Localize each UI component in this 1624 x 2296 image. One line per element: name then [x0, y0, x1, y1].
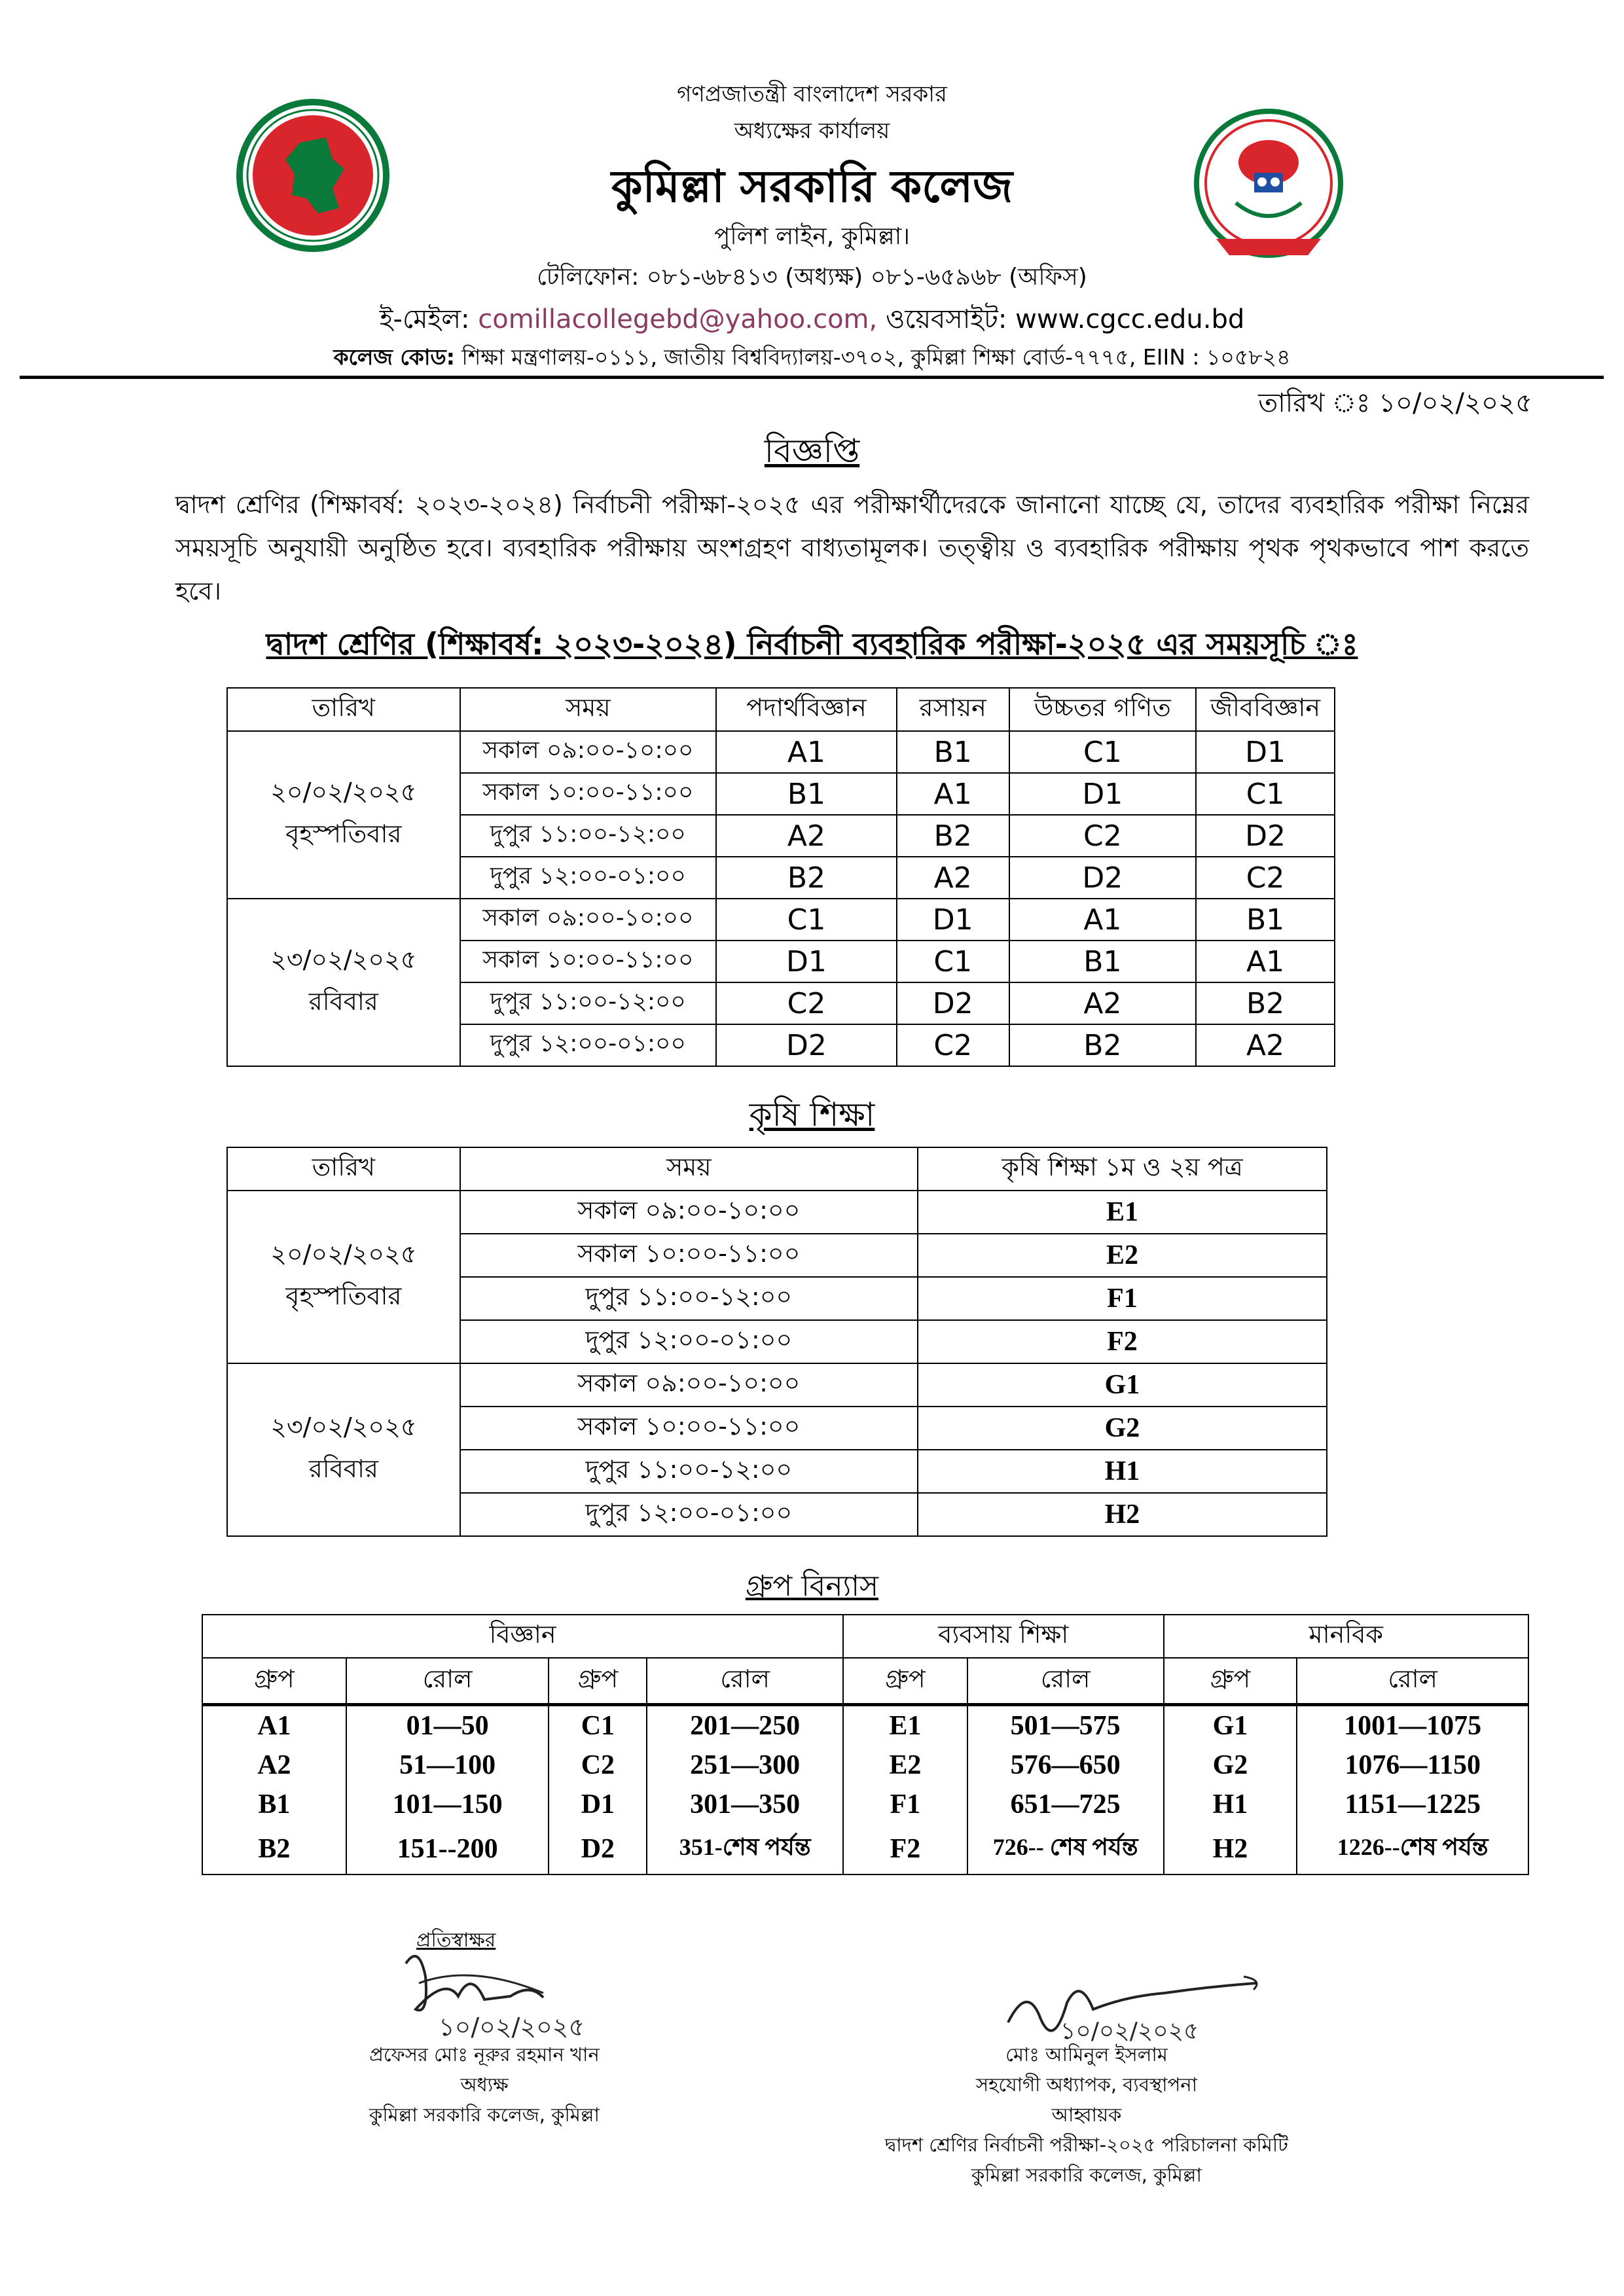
group-cell: D1 — [1009, 773, 1196, 815]
time-cell: দুপুর ১২:০০-০১:০০ — [460, 1024, 717, 1066]
signatory-role: আহ্বায়ক — [1051, 2104, 1122, 2126]
group-cell: A2 — [202, 1746, 346, 1785]
column-header: উচ্চতর গণিত — [1009, 688, 1196, 731]
time-cell: সকাল ০৯:০০-১০:০০ — [460, 899, 717, 941]
signatory-name: মোঃ আমিনুল ইসলাম — [1005, 2043, 1168, 2066]
signatory-institution: কুমিল্লা সরকারি কলেজ, কুমিল্লা — [971, 2164, 1202, 2186]
group-cell: E2 — [843, 1746, 967, 1785]
roll-cell: 151--200 — [346, 1824, 549, 1874]
group-cell: A2 — [1196, 1024, 1335, 1066]
group-cell: B1 — [716, 773, 897, 815]
table-row — [202, 1785, 1528, 1824]
group-cell: A1 — [1196, 941, 1335, 982]
group-cell: D2 — [549, 1824, 647, 1874]
time-cell: সকাল ০৯:০০-১০:০০ — [460, 1363, 918, 1407]
office-name: অধ্যক্ষের কার্যালয় — [734, 118, 890, 144]
column-header: রোল — [647, 1658, 843, 1705]
column-header: রোল — [967, 1658, 1164, 1705]
table-row — [227, 899, 1335, 941]
principal-signature-block — [314, 2039, 655, 2130]
group-cell: B2 — [202, 1824, 346, 1874]
time-cell: দুপুর ১২:০০-০১:০০ — [460, 857, 717, 899]
group-cell: C1 — [1196, 773, 1335, 815]
column-header: রোল — [1297, 1658, 1528, 1705]
column-header: গ্রুপ — [843, 1658, 967, 1705]
website-label: ওয়েবসাইট: — [885, 304, 1007, 334]
roll-cell: 726-- শেষ পর্যন্ত — [967, 1824, 1164, 1874]
group-cell: H1 — [1164, 1785, 1297, 1824]
convener-signature-block — [812, 2039, 1362, 2190]
committee-name: দ্বাদশ শ্রেণির নির্বাচনী পরীক্ষা-২০২৫ পরিচালনা কমিটি — [885, 2134, 1288, 2156]
weekday-text: বৃহস্পতিবার — [285, 1282, 402, 1310]
agriculture-title: কৃষি শিক্ষা — [749, 1096, 875, 1134]
group-cell: B2 — [1196, 982, 1335, 1024]
group-cell: G1 — [918, 1363, 1327, 1407]
email-label: ই-মেইল: — [379, 304, 470, 334]
sub-header-row — [202, 1658, 1528, 1705]
table-row — [227, 731, 1335, 773]
group-cell: C2 — [897, 1024, 1009, 1066]
roll-cell: 1001—1075 — [1297, 1705, 1528, 1746]
group-cell: B2 — [897, 815, 1009, 857]
group-cell: A2 — [897, 857, 1009, 899]
roll-cell: 01—50 — [346, 1705, 549, 1746]
government-name: গণপ্রজাতন্ত্রী বাংলাদেশ সরকার — [677, 81, 947, 107]
notice-date: তারিখ ঃ ১০/০২/২০২৫ — [1258, 388, 1532, 418]
date-text: ২০/০২/২০২৫ — [270, 1240, 417, 1268]
roll-cell: 351-শেষ পর্যন্ত — [647, 1824, 843, 1874]
table-row — [202, 1746, 1528, 1785]
group-cell: B1 — [1196, 899, 1335, 941]
group-cell: D2 — [897, 982, 1009, 1024]
roll-cell: 1226--শেষ পর্যন্ত — [1297, 1824, 1528, 1874]
time-cell: সকাল ০৯:০০-১০:০০ — [460, 1191, 918, 1234]
table-row — [202, 1705, 1528, 1746]
group-cell: C1 — [549, 1705, 647, 1746]
signatory-name: প্রফেসর মোঃ নূরুর রহমান খান — [369, 2043, 600, 2066]
date-cell — [227, 899, 460, 1066]
group-cell: D2 — [716, 1024, 897, 1066]
group-cell: C1 — [897, 941, 1009, 982]
countersign-label: প্রতিস্বাক্ষর — [416, 1929, 496, 1952]
schedule-heading: দ্বাদশ শ্রেণির (শিক্ষাবর্ষ: ২০২৩-২০২৪) নির্বাচনী ব্যবহারিক পরীক্ষা-২০২৫ এর সময়সূচি ঃ — [266, 626, 1358, 662]
phone-numbers: টেলিফোন: ০৮১-৬৮৪১৩ (অধ্যক্ষ) ০৮১-৬৫৯৬৮ (অফিস) — [537, 264, 1087, 291]
column-header: গ্রুপ — [202, 1658, 346, 1705]
convener-signature-date: ১০/০২/২০২৫ — [1060, 2018, 1199, 2045]
table-row — [227, 1363, 1327, 1407]
weekday-text: রবিবার — [308, 987, 378, 1016]
column-header: রসায়ন — [897, 688, 1009, 731]
column-header: জীববিজ্ঞান — [1196, 688, 1335, 731]
agriculture-schedule-table — [226, 1147, 1327, 1537]
group-cell: G2 — [1164, 1746, 1297, 1785]
group-cell: D1 — [897, 899, 1009, 941]
group-cell: C1 — [1009, 731, 1196, 773]
group-cell: G2 — [918, 1407, 1327, 1450]
weekday-text: রবিবার — [308, 1454, 378, 1483]
column-header: সময় — [460, 1147, 918, 1191]
table-row — [202, 1824, 1528, 1874]
group-cell: F1 — [918, 1277, 1327, 1320]
roll-cell: 651—725 — [967, 1785, 1164, 1824]
date-text: ২৩/০২/২০২৫ — [270, 1412, 417, 1441]
time-cell: সকাল ১০:০০-১১:০০ — [460, 773, 717, 815]
roll-cell: 251—300 — [647, 1746, 843, 1785]
group-cell: E1 — [843, 1705, 967, 1746]
college-address: পুলিশ লাইন, কুমিল্লা। — [713, 223, 911, 250]
time-cell: দুপুর ১১:০০-১২:০০ — [460, 815, 717, 857]
contact-line — [0, 298, 1624, 342]
group-cell: F1 — [843, 1785, 967, 1824]
column-header: পদার্থবিজ্ঞান — [716, 688, 897, 731]
section-header-humanities: মানবিক — [1164, 1615, 1528, 1658]
group-cell: A1 — [1009, 899, 1196, 941]
roll-cell: 576—650 — [967, 1746, 1164, 1785]
signatory-designation: সহযোগী অধ্যাপক, ব্যবস্থাপনা — [976, 2073, 1197, 2096]
date-text: ২০/০২/২০২৫ — [270, 778, 417, 806]
time-cell: সকাল ০৯:০০-১০:০০ — [460, 731, 717, 773]
column-header: তারিখ — [227, 1147, 460, 1191]
time-cell: সকাল ১০:০০-১১:০০ — [460, 1407, 918, 1450]
college-name: কুমিল্লা সরকারি কলেজ — [611, 161, 1013, 213]
roll-cell: 51—100 — [346, 1746, 549, 1785]
group-arrangement-table — [202, 1614, 1529, 1875]
group-cell: B2 — [716, 857, 897, 899]
group-cell: C2 — [1009, 815, 1196, 857]
website-link[interactable]: www.cgcc.edu.bd — [1015, 304, 1245, 334]
time-cell: দুপুর ১১:০০-১২:০০ — [460, 1450, 918, 1493]
group-cell: G1 — [1164, 1705, 1297, 1746]
group-cell: A2 — [716, 815, 897, 857]
group-cell: E1 — [918, 1191, 1327, 1234]
principal-signature — [380, 1937, 628, 2042]
group-cell: A1 — [716, 731, 897, 773]
principal-signature-date: ১০/০২/২০২৫ — [439, 2013, 585, 2041]
group-cell: B1 — [202, 1785, 346, 1824]
roll-cell: 101—150 — [346, 1785, 549, 1824]
codes-text: শিক্ষা মন্ত্রণালয়-০১১১, জাতীয় বিশ্ববিদ্যালয়-৩৭০২, কুমিল্লা শিক্ষা বোর্ড-৭৭৭৫, EIIN : ১০৫৮২৪ — [461, 344, 1291, 370]
group-cell: C2 — [1196, 857, 1335, 899]
email-link[interactable]: comillacollegebd@yahoo.com, — [478, 304, 878, 334]
college-codes — [0, 340, 1624, 377]
time-cell: সকাল ১০:০০-১১:০০ — [460, 941, 717, 982]
section-header-science: বিজ্ঞান — [202, 1615, 843, 1658]
section-header-business: ব্যবসায় শিক্ষা — [843, 1615, 1164, 1658]
roll-cell: 501—575 — [967, 1705, 1164, 1746]
table-header-row — [227, 1147, 1327, 1191]
time-cell: দুপুর ১১:০০-১২:০০ — [460, 982, 717, 1024]
table-header-row — [227, 688, 1335, 731]
group-cell: H2 — [918, 1493, 1327, 1536]
group-cell: B2 — [1009, 1024, 1196, 1066]
time-cell: দুপুর ১২:০০-০১:০০ — [460, 1320, 918, 1363]
group-cell: H2 — [1164, 1824, 1297, 1874]
time-cell: সকাল ১০:০০-১১:০০ — [460, 1234, 918, 1277]
group-cell: D1 — [549, 1785, 647, 1824]
column-header: রোল — [346, 1658, 549, 1705]
group-cell: D1 — [1196, 731, 1335, 773]
group-cell: F2 — [843, 1824, 967, 1874]
date-cell — [227, 1363, 460, 1536]
group-cell: B1 — [1009, 941, 1196, 982]
group-cell: E2 — [918, 1234, 1327, 1277]
signatory-institution: কুমিল্লা সরকারি কলেজ, কুমিল্লা — [369, 2104, 600, 2126]
signatory-designation: অধ্যক্ষ — [460, 2073, 509, 2096]
notice-body: দ্বাদশ শ্রেণির (শিক্ষাবর্ষ: ২০২৩-২০২৪) নির্বাচনী পরীক্ষা-২০২৫ এর পরীক্ষার্থীদেরকে জানানো যাচ্ছে যে, তাদের ব্যবহারিক পরীক্ষা নিম্নের সময়সূচি অনুযায়ী অনুষ্ঠিত হবে। ব্যবহারিক পরীক্ষায় অংশগ্রহণ বাধ্যতামূলক। তত্ত্বীয় ও ব্যবহারিক পরীক্ষায় পৃথক পৃথকভাবে পাশ করতে হবে। — [175, 490, 1529, 605]
group-cell: B1 — [897, 731, 1009, 773]
group-cell: A1 — [897, 773, 1009, 815]
column-header: গ্রুপ — [549, 1658, 647, 1705]
codes-label: কলেজ কোড: — [333, 344, 455, 370]
weekday-text: বৃহস্পতিবার — [285, 819, 402, 848]
group-cell: C1 — [716, 899, 897, 941]
roll-cell: 1151—1225 — [1297, 1785, 1528, 1824]
column-header: তারিখ — [227, 688, 460, 731]
group-cell: A1 — [202, 1705, 346, 1746]
group-cell: D2 — [1196, 815, 1335, 857]
date-cell — [227, 1191, 460, 1363]
date-text: ২৩/০২/২০২৫ — [270, 945, 417, 974]
section-header-row — [202, 1615, 1528, 1658]
notice-title: বিজ্ঞপ্তি — [764, 432, 860, 470]
group-cell: F2 — [918, 1320, 1327, 1363]
column-header: কৃষি শিক্ষা ১ম ও ২য় পত্র — [918, 1147, 1327, 1191]
column-header: গ্রুপ — [1164, 1658, 1297, 1705]
group-cell: D2 — [1009, 857, 1196, 899]
header-divider — [20, 376, 1604, 379]
group-cell: C2 — [716, 982, 897, 1024]
roll-cell: 301—350 — [647, 1785, 843, 1824]
date-cell — [227, 731, 460, 899]
group-cell: A2 — [1009, 982, 1196, 1024]
roll-cell: 201—250 — [647, 1705, 843, 1746]
time-cell: দুপুর ১১:০০-১২:০০ — [460, 1277, 918, 1320]
group-cell: H1 — [918, 1450, 1327, 1493]
science-practical-schedule-table — [226, 687, 1335, 1067]
group-arrangement-title: গ্রুপ বিন্যাস — [745, 1570, 879, 1603]
time-cell: দুপুর ১২:০০-০১:০০ — [460, 1493, 918, 1536]
column-header: সময় — [460, 688, 717, 731]
roll-cell: 1076—1150 — [1297, 1746, 1528, 1785]
table-row — [227, 1191, 1327, 1234]
group-cell: D1 — [716, 941, 897, 982]
group-cell: C2 — [549, 1746, 647, 1785]
